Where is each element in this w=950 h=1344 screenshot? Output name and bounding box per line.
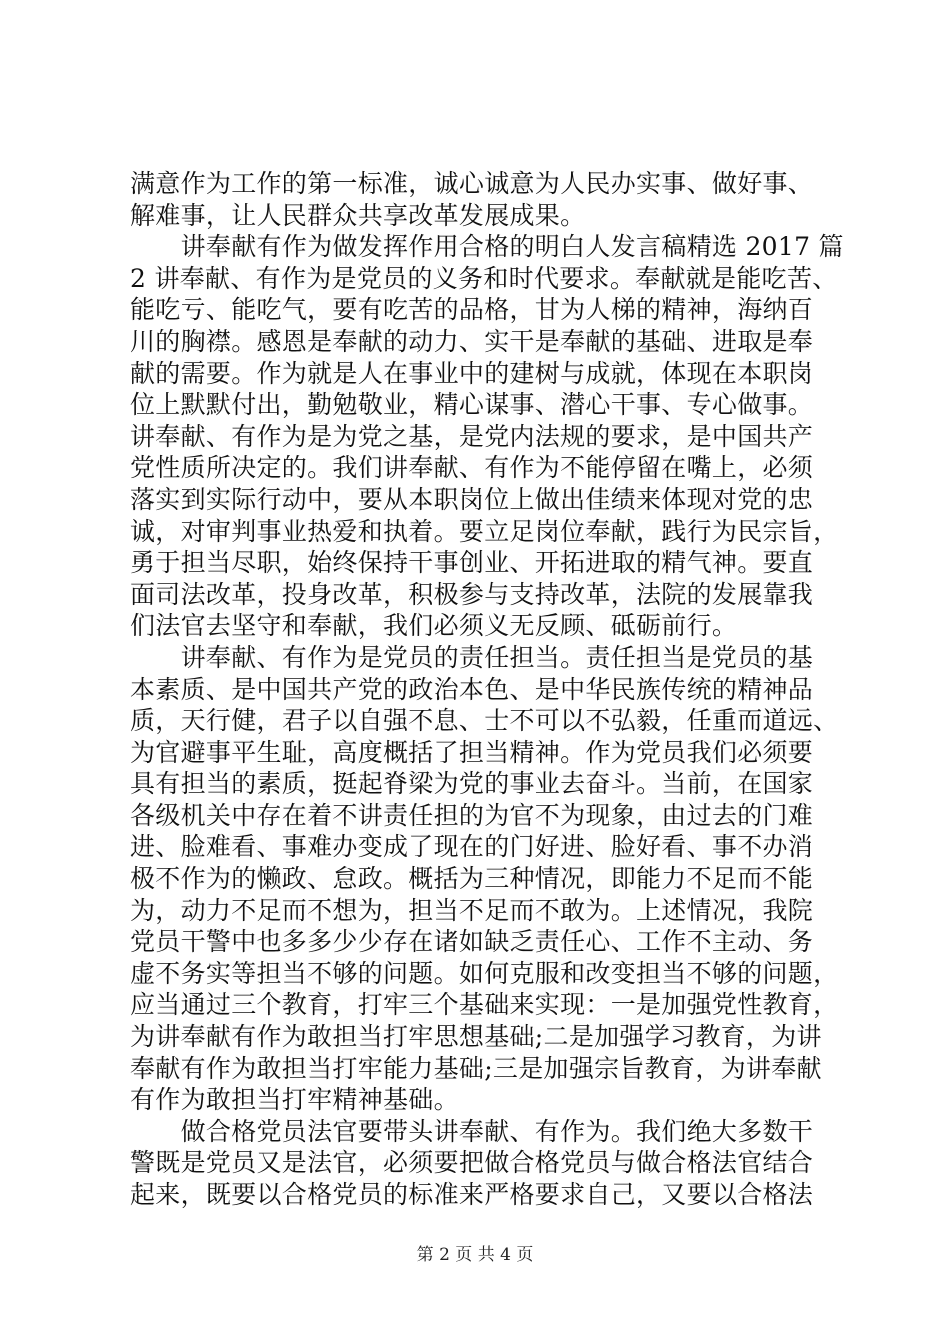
text-line: 各级机关中存在着不讲责任担的为官不为现象，由过去的门难 bbox=[130, 800, 814, 830]
text-line: 具有担当的素质，挺起脊梁为党的事业去奋斗。当前，在国家 bbox=[130, 769, 814, 799]
text-line: 为，动力不足而不想为，担当不足而不敢为。上述情况，我院 bbox=[130, 895, 814, 925]
text-line: 虚不务实等担当不够的问题。如何克服和改变担当不够的问题， bbox=[130, 958, 839, 988]
body-text bbox=[130, 168, 844, 1211]
text-line: 本素质、是中国共产党的政治本色、是中华民族传统的精神品 bbox=[130, 674, 814, 704]
page-number-footer: 第 2 页 共 4 页 bbox=[416, 1245, 534, 1265]
text-line: 讲奉献、有作为是党员的责任担当。责任担当是党员的基 bbox=[130, 642, 814, 672]
text-line: 做合格党员法官要带头讲奉献、有作为。我们绝大多数干 bbox=[130, 1116, 814, 1146]
text-line: 应当通过三个教育，打牢三个基础来实现：一是加强党性教育， bbox=[130, 990, 839, 1020]
text-line: 为官避事平生耻，高度概括了担当精神。作为党员我们必须要 bbox=[130, 737, 814, 767]
text-line: 满意作为工作的第一标准，诚心诚意为人民办实事、做好事、 bbox=[130, 169, 814, 198]
text-line: 起来，既要以合格党员的标准来严格要求自己，又要以合格法 bbox=[130, 1180, 814, 1209]
text-line: 为讲奉献有作为敢担当打牢思想基础;二是加强学习教育，为讲 bbox=[130, 1022, 822, 1052]
text-line: 诚，对审判事业热爱和执着。要立足岗位奉献，践行为民宗旨， bbox=[130, 516, 839, 546]
text-line: 极不作为的懒政、怠政。概括为三种情况，即能力不足而不能 bbox=[130, 864, 814, 894]
text-line: 献的需要。作为就是人在事业中的建树与成就，体现在本职岗 bbox=[130, 358, 814, 388]
text-line: 党性质所决定的。我们讲奉献、有作为不能停留在嘴上，必须 bbox=[130, 453, 814, 483]
text-line: 解难事，让人民群众共享改革发展成果。 bbox=[130, 200, 586, 230]
text-line: 落实到实际行动中，要从本职岗位上做出佳绩来体现对党的忠 bbox=[130, 484, 814, 514]
text-line: 有作为敢担当打牢精神基础。 bbox=[130, 1085, 459, 1115]
text-line: 位上默默付出，勤勉敬业，精心谋事、潜心干事、专心做事。 bbox=[130, 390, 814, 420]
text-line: 2 讲奉献、有作为是党员的义务和时代要求。奉献就是能吃苦、 bbox=[130, 263, 838, 293]
text-line: 党员干警中也多多少少存在诸如缺乏责任心、工作不主动、务 bbox=[130, 927, 814, 957]
text-line: 川的胸襟。感恩是奉献的动力、实干是奉献的基础、进取是奉 bbox=[130, 326, 814, 356]
text-line: 能吃亏、能吃气，要有吃苦的品格，甘为人梯的精神，海纳百 bbox=[130, 295, 814, 325]
text-line: 质，天行健，君子以自强不息、士不可以不弘毅，任重而道远、 bbox=[130, 706, 839, 736]
text-line: 们法官去坚守和奉献，我们必须义无反顾、砥砺前行。 bbox=[130, 611, 738, 641]
text-line: 进、脸难看、事难办变成了现在的门好进、脸好看、事不办消 bbox=[130, 832, 814, 862]
text-line: 面司法改革，投身改革，积极参与支持改革，法院的发展靠我 bbox=[130, 579, 814, 609]
text-line: 讲奉献、有作为是为党之基，是党内法规的要求，是中国共产 bbox=[130, 421, 814, 451]
text-line: 奉献有作为敢担当打牢能力基础;三是加强宗旨教育，为讲奉献 bbox=[130, 1053, 822, 1083]
text-line: 勇于担当尽职，始终保持干事创业、开拓进取的精气神。要直 bbox=[130, 548, 814, 578]
text-line: 讲奉献有作为做发挥作用合格的明白人发言稿精选 2017 篇 bbox=[130, 232, 844, 262]
text-line: 警既是党员又是法官，必须要把做合格党员与做合格法官结合 bbox=[130, 1148, 814, 1178]
